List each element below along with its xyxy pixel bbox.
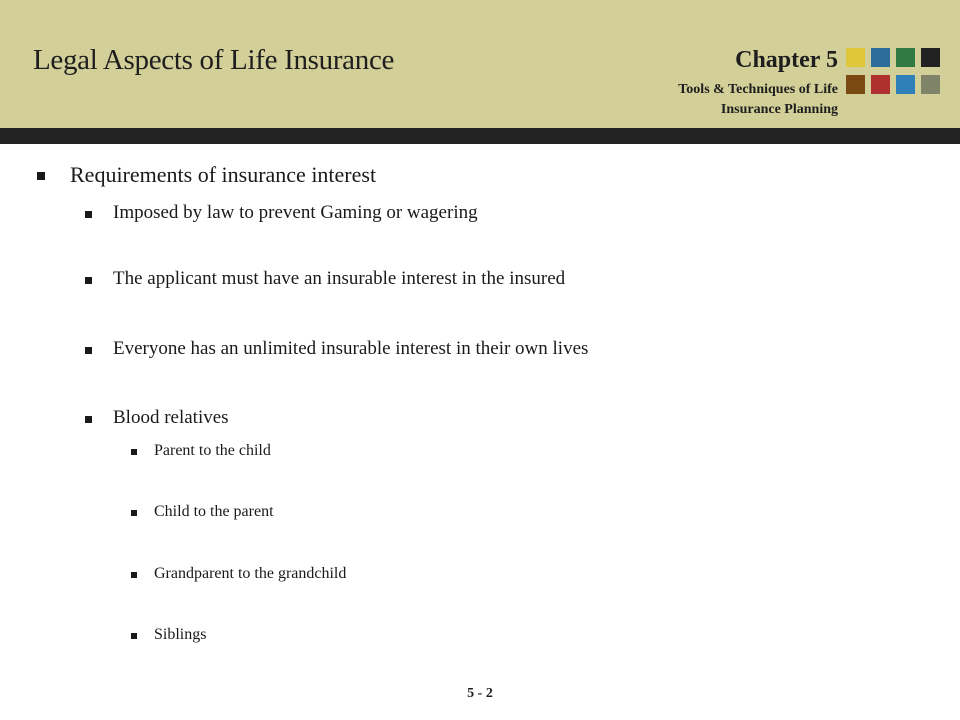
bullet-text: Parent to the child [154,442,271,459]
color-square [846,48,865,67]
color-square [896,75,915,94]
square-bullet-icon [85,347,92,354]
chapter-label: Chapter 5 [735,47,838,73]
page-number: 5 - 2 [467,686,493,701]
bullet-text: Grandparent to the grandchild [154,565,347,582]
bullet-text: Blood relatives [113,407,229,428]
square-bullet-icon [131,449,137,455]
chapter-subtitle [578,80,838,120]
square-bullet-icon [131,572,137,578]
bullet-text: Everyone has an unlimited insurable interest in their own lives [113,338,589,359]
chapter-subtitle-line-1: Tools & Techniques of Life [678,82,838,97]
header-divider-bar [0,128,960,144]
color-square [896,48,915,67]
bullet-text: Requirements of insurance interest [70,162,377,187]
slide-header [0,0,960,128]
color-square [871,48,890,67]
bullet-text: Child to the parent [154,503,274,520]
decorative-color-squares [846,48,946,98]
bullet-text: The applicant must have an insurable interest in the insured [113,268,566,289]
square-bullet-icon [37,172,45,180]
chapter-subtitle-line-2: Insurance Planning [720,102,838,117]
square-bullet-icon [85,277,92,284]
square-bullet-icon [131,510,137,516]
square-bullet-icon [85,416,92,423]
slide-title: Legal Aspects of Life Insurance [33,44,395,76]
square-bullet-icon [85,211,92,218]
color-square [921,48,940,67]
bullet-text: Imposed by law to prevent Gaming or wagering [113,202,478,223]
color-square [871,75,890,94]
bullet-text: Siblings [154,626,207,643]
square-bullet-icon [131,633,137,639]
color-square [846,75,865,94]
color-square [921,75,940,94]
